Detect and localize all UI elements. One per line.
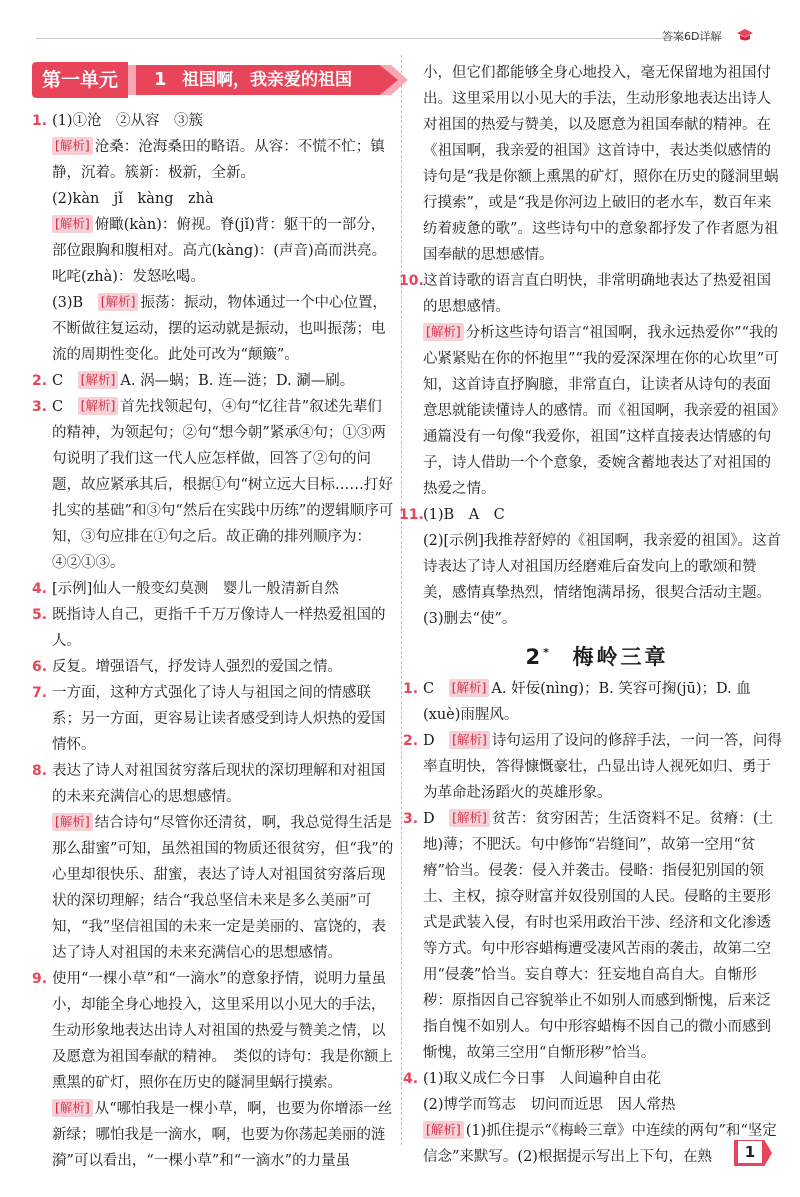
- answer-paragraph: [52, 810, 394, 966]
- analysis-tag: [解析]: [52, 813, 93, 831]
- answer-paragraph: [52, 966, 394, 1096]
- answer-number: 5.: [32, 607, 48, 623]
- answer-paragraph: [52, 186, 394, 212]
- answer-paragraph: [423, 1066, 785, 1092]
- paragraph-text: (1)取义成仁今日事 人间遍种自由花: [423, 1071, 662, 1087]
- lesson-number: 1: [154, 69, 167, 90]
- answer-item: [409, 60, 785, 268]
- paragraph-text: A. 涡—蜗；B. 连—涟；D. 涮—刷。: [120, 373, 355, 389]
- answer-paragraph: [52, 1096, 394, 1174]
- mortarboard-icon: [736, 26, 754, 44]
- answer-item: [403, 728, 785, 806]
- answer-item: [399, 502, 785, 632]
- paragraph-text: 结合诗句“尽管你还清贫，啊，我总觉得生活是那么甜蜜”可知，虽然祖国的物质还很贫穷，但“我”的心里却很快乐、甜蜜，表达了诗人对祖国贫穷落后现状的深切理解；结合“我总坚信未来是多么美丽”可知，“我”坚信祖国的未来一定是美丽的、富饶的，表达了诗人对祖国的未来充满信心的思想感情。: [52, 815, 394, 961]
- analysis-tag: [解析]: [449, 809, 490, 827]
- analysis-tag: [解析]: [52, 1099, 93, 1117]
- answer-paragraph: [52, 212, 394, 290]
- answer-number: 7.: [32, 685, 48, 701]
- column-divider: [401, 55, 402, 1145]
- paragraph-text: 使用“一棵小草”和“一滴水”的意象抒情，说明力量虽小，却能全身心地投入，这里采用以小见大的手法，生动形象地表达出诗人对祖国的热爱与赞美之情，以及愿意为祖国奉献的精神。 类似的诗句：我是你额上熏黑的矿灯，照你在历史的隧洞里蜗行摸索。: [52, 971, 393, 1091]
- answer-item: [32, 394, 394, 576]
- lesson-title: 祖国啊，我亲爱的祖国: [182, 70, 352, 90]
- answer-paragraph: [423, 1092, 785, 1118]
- paragraph-text: 振荡：振动，物体通过一个中心位置，不断做往复运动，摆的运动就是振动，也叫振荡；电流的周期性变化。此处可改为“颠簸”。: [52, 295, 387, 363]
- answer-number: 4.: [32, 581, 48, 597]
- answer-item: [32, 680, 394, 758]
- answer-item: [403, 806, 785, 1066]
- analysis-tag: [解析]: [78, 397, 119, 415]
- paragraph-text: 从“哪怕我是一棵小草，啊，也要为你增添一丝新绿；哪怕我是一滴水，啊，也要为你荡起美丽的涟漪”可以看出，“一棵小草”和“一滴水”的力量虽: [52, 1101, 393, 1169]
- answer-paragraph: [423, 806, 785, 1066]
- paragraph-text: (1)①沧 ②从容 ③簇: [52, 113, 204, 129]
- paragraph-text: 既指诗人自己，更指千千万万像诗人一样热爱祖国的人。: [52, 607, 386, 649]
- paragraph-text: C: [52, 399, 64, 415]
- answer-paragraph: [52, 576, 394, 602]
- analysis-tag: [解析]: [423, 1121, 464, 1139]
- answer-paragraph: [52, 394, 394, 576]
- answer-paragraph: [423, 320, 785, 502]
- answer-number: 9.: [32, 971, 48, 987]
- left-column: [32, 60, 394, 1174]
- answer-number: 8.: [32, 763, 48, 779]
- unit-header: [32, 62, 394, 100]
- answer-number: 10.: [399, 273, 424, 289]
- header-rule: [36, 38, 722, 39]
- answer-paragraph: [423, 502, 785, 528]
- lesson2-star: *: [543, 646, 552, 659]
- answer-paragraph: [423, 676, 785, 728]
- answer-list-right: [399, 60, 785, 632]
- right-column: [399, 60, 785, 1170]
- paragraph-text: (3)删去“使”。: [423, 611, 517, 627]
- paragraph-text: 一方面，这种方式强化了诗人与祖国之间的情感联系；另一方面，更容易让读者感受到诗人炽热的爱国情怀。: [52, 685, 386, 753]
- answer-paragraph: [52, 108, 394, 134]
- answer-list-left: [32, 108, 394, 1174]
- paragraph-text: A. 奸佞(nìng)；B. 笑容可掬(jū)；D. 血(xuè)雨腥风。: [423, 681, 751, 723]
- answer-item: [32, 368, 394, 394]
- answer-number: 2.: [32, 373, 48, 389]
- unit-badge: 第一单元: [32, 62, 128, 98]
- paragraph-text: (1)抓住提示“《梅岭三章》中连续的两句”和“坚定信念”来默写。(2)根据提示写出上下句，在熟: [423, 1123, 777, 1165]
- paragraph-text: 首先找领起句，④句“忆往昔”叙述先辈们的精神，为领起句；②句“想今朝”紧承④句；①③两句说明了我们这一代人应怎样做，回答了②句的问题，故应紧承其后，根据①句“树立远大目标……打好扎实的基础”和③句“然后在实践中历练”的逻辑顺序可知，③句应排在①句之后。故正确的排列顺序为：④②①③。: [52, 399, 394, 571]
- paragraph-text: [示例]仙人一般变幻莫测 婴儿一般清新自然: [52, 581, 339, 597]
- paragraph-text: 表达了诗人对祖国贫穷落后现状的深切理解和对祖国的未来充满信心的思想感情。: [52, 763, 386, 805]
- lesson2-title: [409, 636, 785, 674]
- answer-item: [403, 676, 785, 728]
- paragraph-text: 小，但它们都能够全身心地投入，毫无保留地为祖国付出。这里采用以小见大的手法，生动形象地表达出诗人对祖国的热爱与赞美，以及愿意为祖国奉献的精神。在《祖国啊，我亲爱的祖国》这首诗中，表达类似感情的诗句是“我是你额上熏黑的矿灯，照你在历史的隧洞里蜗行摸索”，或是“我是你河边上破旧的老水车，数百年来纺着疲惫的歌”。这些诗句中的意象都抒发了作者愿为祖国奉献的思想感情。: [423, 65, 779, 263]
- answer-paragraph: [423, 528, 785, 606]
- answer-paragraph: [423, 728, 785, 806]
- paragraph-text: (3)B: [52, 295, 84, 311]
- paragraph-text: 这首诗歌的语言直白明快，非常明确地表达了热爱祖国的思想感情。: [423, 273, 771, 315]
- answer-item: [32, 108, 394, 368]
- analysis-tag: [解析]: [52, 215, 93, 233]
- paragraph-text: 沧桑：沧海桑田的略语。从容：不慌不忙；镇静，沉着。簇新：极新，全新。: [52, 139, 385, 181]
- answer-number: 6.: [32, 659, 48, 675]
- answer-paragraph: [52, 368, 394, 394]
- paragraph-text: 分析这些诗句语言“祖国啊，我永远热爱你”“我的心紧紧贴在你的怀抱里”“我的爱深深埋在你的心坎里”可知，这首诗直抒胸臆，非常直白，让读者从诗句的表面意思就能读懂诗人的感情。而《祖国啊，我亲爱的祖国》通篇没有一句像“我爱你，祖国”这样直接表达情感的句子，诗人借助一个个意象，委婉含蓄地表达了对祖国的热爱之情。: [423, 325, 779, 497]
- answer-number: 2.: [403, 733, 419, 749]
- answer-item: [32, 758, 394, 966]
- answer-list-lesson2: [403, 676, 785, 1170]
- answer-item: [32, 654, 394, 680]
- paragraph-text: C: [423, 681, 435, 697]
- answer-paragraph: [423, 606, 785, 632]
- answer-paragraph: [52, 758, 394, 810]
- answer-item: [32, 966, 394, 1174]
- analysis-tag: [解析]: [449, 731, 490, 749]
- answer-paragraph: [52, 680, 394, 758]
- paragraph-text: C: [52, 373, 64, 389]
- lesson2-name: 梅岭三章: [572, 645, 669, 669]
- answer-paragraph: [423, 60, 785, 268]
- answer-number: 1.: [403, 681, 419, 697]
- analysis-tag: [解析]: [423, 323, 464, 341]
- answer-item: [403, 1066, 785, 1170]
- answer-number: 3.: [403, 811, 419, 827]
- answer-item: [32, 602, 394, 654]
- answer-paragraph: [52, 654, 394, 680]
- answer-number: 4.: [403, 1071, 419, 1087]
- paragraph-text: 贫苦：贫穷困苦；生活资料不足。贫瘠：(土地)薄；不肥沃。句中修饰“岩缝间”，故第一空用“贫瘠”恰当。侵袭：侵入并袭击。侵略：指侵犯别国的领土、主权，掠夺财富并奴役别国的人民。侵略的主要形式是武装入侵，有时也采用政治干涉、经济和文化渗透等方式。句中形容蜡梅遭受凄风苦雨的袭击，故第二空用“侵袭”恰当。妄自尊大：狂妄地自高自大。自惭形秽：原指因自己容貌举止不如别人而感到惭愧，后来泛指自愧不如别人。句中形容蜡梅不因自己的微小而感到惭愧，故第三空用“自惭形秽”恰当。: [423, 811, 774, 1061]
- paragraph-text: (2)kàn jǐ kàng zhà: [52, 191, 214, 207]
- answer-paragraph: [52, 602, 394, 654]
- paragraph-text: (2)博学而笃志 切问而近思 因人常热: [423, 1097, 676, 1113]
- paragraph-text: 诗句运用了设问的修辞手法，一问一答，问得率直明快，答得慷慨豪壮，凸显出诗人视死如归、勇于为革命赴汤蹈火的英雄形象。: [423, 733, 782, 801]
- answer-number: 3.: [32, 399, 48, 415]
- paragraph-text: D: [423, 811, 435, 827]
- answer-number: 1.: [32, 113, 48, 129]
- analysis-tag: [解析]: [78, 371, 119, 389]
- analysis-tag: [解析]: [52, 137, 93, 155]
- header-label: 答案6D详解: [662, 30, 722, 43]
- paragraph-text: 反复。增强语气，抒发诗人强烈的爱国之情。: [52, 659, 342, 675]
- page-number: 1: [738, 1141, 762, 1163]
- lesson2-number: 2: [525, 645, 544, 669]
- answer-number: 11.: [399, 507, 424, 523]
- answer-paragraph: [52, 290, 394, 368]
- paragraph-text: D: [423, 733, 435, 749]
- answer-paragraph: [52, 134, 394, 186]
- answer-item: [32, 576, 394, 602]
- paragraph-text: 俯瞰(kàn)：俯视。脊(jǐ)背：躯干的一部分，部位跟胸和腹相对。高亢(kàng)：(声音)高而洪亮。叱咤(zhà)：发怒吆喝。: [52, 217, 387, 285]
- analysis-tag: [解析]: [449, 679, 490, 697]
- answer-paragraph: [423, 1118, 785, 1170]
- answer-paragraph: [423, 268, 785, 320]
- analysis-tag: [解析]: [98, 293, 139, 311]
- paragraph-text: (2)[示例]我推荐舒婷的《祖国啊，我亲爱的祖国》。这首诗表达了诗人对祖国历经磨难后奋发向上的歌颂和赞美，感情真挚热烈，情绪饱满昂扬，很契合活动主题。: [423, 533, 782, 601]
- answer-item: [399, 268, 785, 502]
- paragraph-text: (1)B A C: [423, 507, 505, 523]
